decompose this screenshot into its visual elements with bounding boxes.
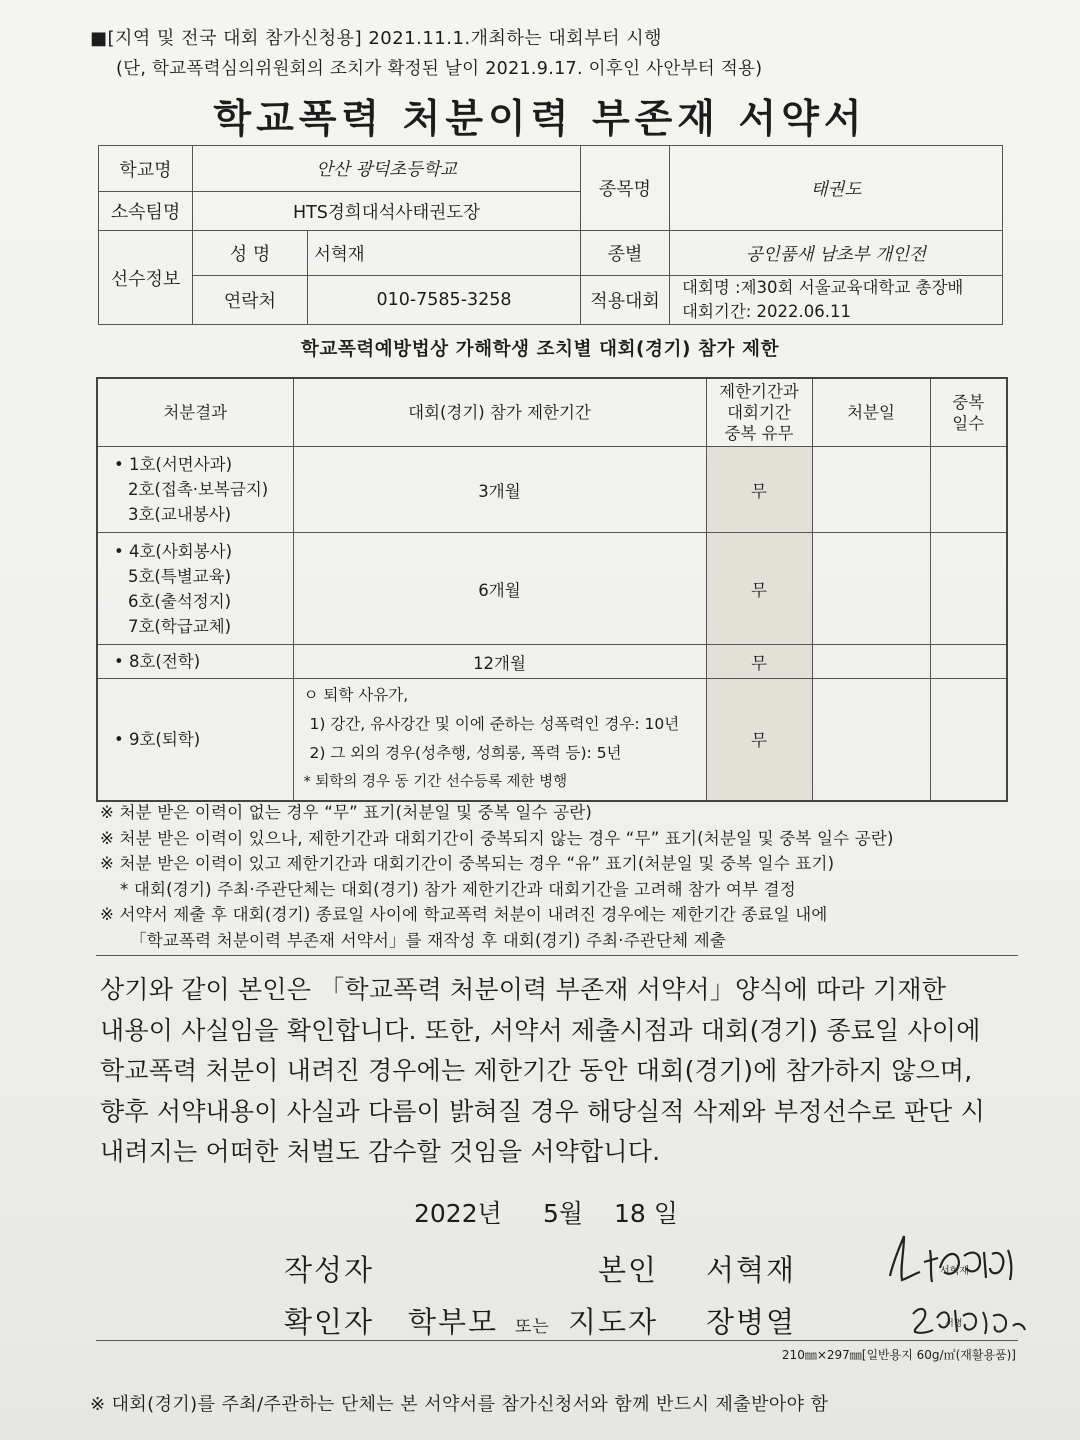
- pledge-line: 학교폭력 처분이 내려진 경우에는 제한기간 동안 대회(경기)에 참가하지 않으며,: [100, 1056, 973, 1085]
- result-cell: [97, 447, 293, 533]
- overlap-cell: 무: [706, 447, 812, 533]
- writer-label: 작성자: [284, 1253, 375, 1287]
- paper-spec: 210㎜×297㎜[일반용지 60g/㎡(재활용품)]: [781, 1348, 1016, 1362]
- player-info-label: 선수정보: [99, 231, 193, 325]
- confirmer-label: 확인자: [284, 1305, 375, 1339]
- result-line: • 9호(퇴학): [114, 729, 201, 749]
- school-value: 안산 광덕초등학교: [193, 146, 581, 192]
- header-period: 대회(경기) 참가 제한기간: [293, 378, 706, 447]
- coach-name: 장병열: [706, 1305, 797, 1339]
- days-cell: [930, 645, 1007, 679]
- header-days-line1: 중복: [952, 392, 985, 412]
- self-label: 본인: [598, 1253, 659, 1287]
- name-value: 서혁재: [308, 231, 581, 276]
- period-cell: 3개월: [293, 447, 706, 533]
- overlap-cell: 무: [706, 679, 812, 801]
- pledge-line: 향후 서약내용이 사실과 다름이 밝혀질 경우 해당실적 삭제와 부정선수로 판단 시: [100, 1096, 986, 1126]
- overlap-cell: 무: [706, 533, 812, 645]
- result-line: 7호(학급교체): [128, 616, 232, 636]
- note-line: ※ 서약서 제출 후 대회(경기) 종료일 사이에 학교폭력 처분이 내려진 경우에는 제한기간 종료일 내에: [100, 905, 828, 924]
- result-line: • 4호(사회봉사): [114, 541, 233, 561]
- pledge-line: 상기와 같이 본인은 「학교폭력 처분이력 부존재 서약서」양식에 따라 기재한: [100, 975, 947, 1004]
- or-label: 또는: [515, 1317, 550, 1337]
- period-line: ㅇ 퇴학 사유가,: [303, 686, 409, 705]
- info-table: [98, 145, 1003, 325]
- bottom-divider: [96, 1340, 1018, 1341]
- team-value: HTS경희대석사태권도장: [193, 192, 581, 231]
- note-line: ※ 처분 받은 이력이 없는 경우 “무” 표기(처분일 및 중복 일수 공란): [100, 803, 593, 822]
- document-title: 학교폭력 처분이력 부존재 서약서: [213, 97, 867, 142]
- result-cell: [97, 679, 293, 801]
- notes: [100, 800, 1020, 953]
- penalty-table: [96, 377, 1008, 802]
- result-line: 2호(접촉·보복금지): [128, 480, 269, 499]
- penalty-subtitle: 학교폭력예방법상 가해학생 조치별 대회(경기) 참가 제한: [300, 339, 780, 360]
- table-row: [97, 645, 1007, 679]
- signature-coach-text: 서명: [945, 1318, 963, 1328]
- result-line: • 1호(서면사과): [114, 455, 233, 474]
- parent-label: 학부모: [408, 1305, 499, 1339]
- period-cell: [293, 679, 706, 801]
- date-year: 2022년: [414, 1199, 502, 1228]
- header-overlap-line2: 대회기간: [727, 403, 791, 422]
- days-cell: [930, 533, 1007, 645]
- period-line: 1) 강간, 유사강간 및 이에 준하는 성폭력인 경우: 10년: [309, 715, 680, 734]
- event-label: 종목명: [581, 146, 670, 231]
- period-cell: 6개월: [293, 533, 706, 645]
- result-cell: [97, 645, 293, 679]
- event-value: 태권도: [670, 146, 1003, 231]
- result-line: 6호(출석정지): [128, 591, 232, 611]
- competition-period: 대회기간: 2022.06.11: [682, 302, 852, 321]
- applied-competition-value: [670, 276, 1003, 325]
- coach-label: 지도자: [568, 1305, 659, 1339]
- period-cell: 12개월: [293, 645, 706, 679]
- signature-self: [880, 1228, 1030, 1294]
- header-overlap-line3: 중복 유무: [724, 424, 794, 443]
- table-row: [97, 533, 1007, 645]
- contact-label: 연락처: [193, 276, 308, 325]
- date-cell: [812, 533, 930, 645]
- note-line: ※ 처분 받은 이력이 있으나, 제한기간과 대회기간이 중복되지 않는 경우 “무” 표기(처분일 및 중복 일수 공란): [100, 828, 894, 848]
- header-days-line2: 일수: [952, 413, 985, 433]
- pledge-line: 내려지는 어떠한 처벌도 감수할 것임을 서약합니다.: [100, 1137, 661, 1166]
- divider: [96, 955, 1018, 956]
- header-line-1: ■[지역 및 전국 대회 참가신청용] 2021.11.1.개최하는 대회부터 시행: [90, 28, 662, 49]
- days-cell: [930, 447, 1007, 533]
- date-cell: [812, 679, 930, 801]
- header-overlap: [706, 378, 812, 447]
- header-overlap-line1: 제한기간과: [719, 382, 799, 401]
- result-line: 5호(특별교육): [128, 566, 232, 586]
- category-value: 공인품새 남초부 개인전: [670, 231, 1003, 276]
- period-line: 2) 그 외의 경우(성추행, 성희롱, 폭력 등): 5년: [309, 744, 622, 763]
- result-line: • 8호(전학): [114, 652, 201, 671]
- table-row: [97, 679, 1007, 801]
- note-line: 「학교폭력 처분이력 부존재 서약서」를 재작성 후 대회(경기) 주최·주관단체 제출: [130, 930, 726, 950]
- school-label: 학교명: [99, 146, 193, 192]
- result-line: 3호(교내봉사): [128, 505, 232, 524]
- team-label: 소속팀명: [99, 192, 193, 231]
- date-cell: [812, 645, 930, 679]
- competition-name: 대회명 :제30회 서울교육대학교 총장배: [682, 278, 964, 297]
- header-days: [930, 378, 1007, 447]
- days-cell: [930, 679, 1007, 801]
- category-label: 종별: [581, 231, 670, 276]
- name-label: 성 명: [193, 231, 308, 276]
- applied-competition-label: 적용대회: [581, 276, 670, 325]
- header-result: 처분결과: [97, 378, 293, 447]
- date-day: 18 일: [614, 1199, 678, 1228]
- signature-coach: [905, 1296, 1035, 1346]
- period-note: * 퇴학의 경우 동 기간 선수등록 제한 병행: [303, 774, 568, 791]
- date-month: 5월: [543, 1199, 584, 1228]
- result-cell: [97, 533, 293, 645]
- header-line-2: (단, 학교폭력심의위원회의 조치가 확정된 날이 2021.9.17. 이후인 사안부터 적용): [116, 59, 763, 79]
- signature-self-text: 서혁재: [940, 1266, 969, 1277]
- date-cell: [812, 447, 930, 533]
- footer-note: ※ 대회(경기)를 주최/주관하는 단체는 본 서약서를 참가신청서와 함께 반드시 제출받아야 함: [90, 1394, 829, 1415]
- table-row: [97, 447, 1007, 533]
- pledge-line: 내용이 사실임을 확인합니다. 또한, 서약서 제출시점과 대회(경기) 종료일 사이에: [100, 1015, 981, 1045]
- contact-value: 010-7585-3258: [308, 276, 581, 325]
- self-name: 서혁재: [706, 1253, 797, 1287]
- overlap-cell: 무: [706, 645, 812, 679]
- note-line: ※ 처분 받은 이력이 있고 제한기간과 대회기간이 중복되는 경우 “유” 표기(처분일 및 중복 일수 표기): [100, 854, 835, 873]
- pledge-text: [100, 970, 1000, 1173]
- note-line: * 대회(경기) 주최·주관단체는 대회(경기) 참가 제한기간과 대회기간을 고려해 참가 여부 결정: [120, 879, 796, 899]
- header-date: 처분일: [812, 378, 930, 447]
